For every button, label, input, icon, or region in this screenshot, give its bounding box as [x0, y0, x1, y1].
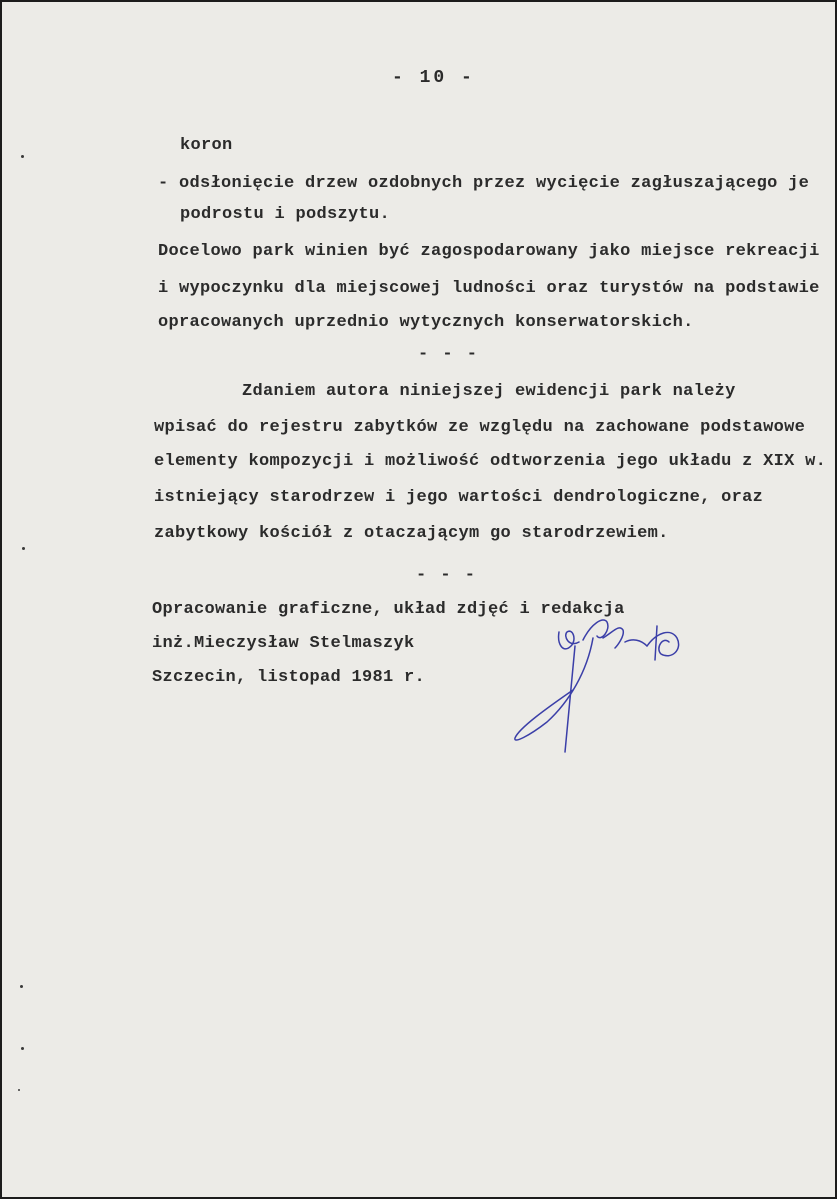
signature: [507, 602, 697, 762]
margin-dot: [22, 547, 25, 550]
text-line: inż.Mieczysław Stelmaszyk: [152, 634, 415, 653]
margin-dot: [21, 155, 24, 158]
text-line: - odsłonięcie drzew ozdobnych przez wycięcie zagłuszającego je: [158, 174, 810, 193]
separator: - - -: [416, 566, 478, 585]
text-line: elementy kompozycji i możliwość odtworzenia jego układu z XIX w.: [154, 452, 827, 471]
text-line: zabytkowy kościół z otaczającym go starodrzewiem.: [154, 524, 669, 543]
text-line: wpisać do rejestru zabytków ze względu na zachowane podstawowe: [154, 418, 806, 437]
text-line: Docelowo park winien być zagospodarowany jako miejsce rekreacji: [158, 242, 820, 261]
text-line: podrostu i podszytu.: [180, 205, 391, 224]
margin-dot: [21, 1047, 24, 1050]
text-line: Opracowanie graficzne, układ zdjęć i redakcja: [152, 600, 625, 619]
margin-dot: [20, 985, 23, 988]
text-line: opracowanych uprzednio wytycznych konserwatorskich.: [158, 313, 694, 332]
page-number: - 10 -: [392, 68, 475, 88]
text-line: koron: [180, 136, 233, 155]
document-page: [2, 2, 835, 1197]
separator: - - -: [418, 345, 480, 364]
margin-dot: [18, 1089, 20, 1091]
text-line: i wypoczynku dla miejscowej ludności oraz turystów na podstawie: [158, 279, 820, 298]
text-line: Szczecin, listopad 1981 r.: [152, 668, 426, 687]
text-line: istniejący starodrzew i jego wartości dendrologiczne, oraz: [154, 488, 764, 507]
text-line: Zdaniem autora niniejszej ewidencji park należy: [242, 382, 736, 401]
